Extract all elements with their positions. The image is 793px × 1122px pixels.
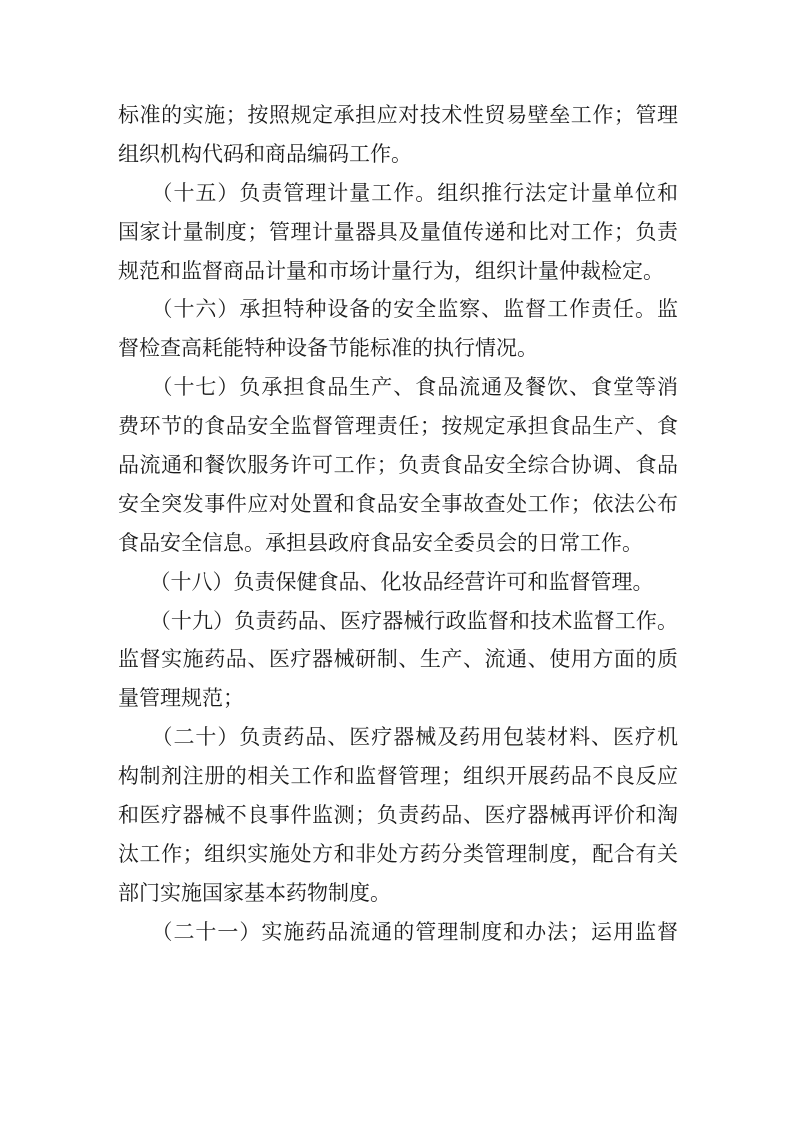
text-line: 品流通和餐饮服务许可工作；负责食品安全综合协调、食品 xyxy=(118,453,678,478)
text-line: 标准的实施；按照规定承担应对技术性贸易壁垒工作；管理 xyxy=(118,103,678,127)
text-line: 安全突发事件应对处置和食品安全事故查处工作；依法公布 xyxy=(118,491,678,516)
text-line: 规范和监督商品计量和市场计量行为，组织计量仲裁检定。 xyxy=(118,258,664,283)
text-line: 督检查高耗能特种设备节能标准的执行情况。 xyxy=(118,336,538,361)
text-line: （二十一）实施药品流通的管理制度和办法；运用监督 xyxy=(118,919,678,944)
text-line: 费环节的食品安全监督管理责任；按规定承担食品生产、食 xyxy=(118,414,678,439)
text-line: 汰工作；组织实施处方和非处方药分类管理制度，配合有关 xyxy=(118,841,678,866)
text-line: （十五）负责管理计量工作。组织推行法定计量单位和 xyxy=(118,180,678,205)
text-line: 监督实施药品、医疗器械研制、生产、流通、使用方面的质 xyxy=(118,647,678,672)
text-line: （十七）负承担食品生产、食品流通及餐饮、食堂等消 xyxy=(118,375,678,400)
text-line: 国家计量制度；管理计量器具及量值传递和比对工作；负责 xyxy=(118,219,678,244)
text-line: （二十）负责药品、医疗器械及药用包装材料、医疗机 xyxy=(118,725,678,750)
text-line: 食品安全信息。承担县政府食品安全委员会的日常工作。 xyxy=(118,530,643,555)
text-line: 组织机构代码和商品编码工作。 xyxy=(118,141,412,166)
text-line: 部门实施国家基本药物制度。 xyxy=(118,880,391,905)
text-line: 量管理规范； xyxy=(118,686,244,711)
document-body xyxy=(118,96,678,952)
text-line: 和医疗器械不良事件监测；负责药品、医疗器械再评价和淘 xyxy=(118,803,678,828)
text-line: （十九）负责药品、医疗器械行政监督和技术监督工作。 xyxy=(118,608,678,633)
text-line: （十六）承担特种设备的安全监察、监督工作责任。监 xyxy=(118,297,678,322)
text-line: 构制剂注册的相关工作和监督管理；组织开展药品不良反应 xyxy=(118,764,678,789)
text-line: （十八）负责保健食品、化妆品经营许可和监督管理。 xyxy=(118,569,654,594)
